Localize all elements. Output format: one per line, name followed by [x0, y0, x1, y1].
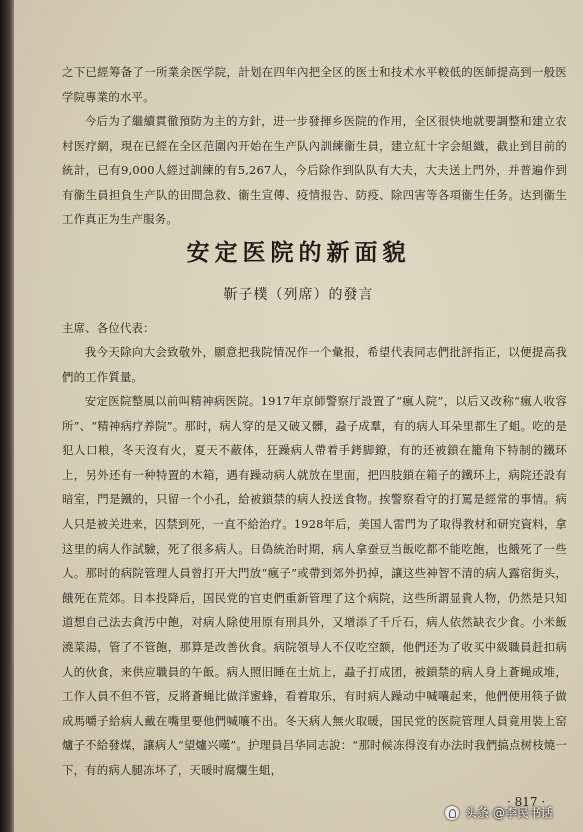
watermark-text: 头条 @李民书话	[465, 806, 553, 820]
paragraph-continuation: 之下已經筹备了一所業余医学院，計划在四年內把全区的医士和技术水平較低的医師提高到一般医学院專業的水平。	[62, 65, 567, 104]
watermark	[445, 804, 553, 821]
paragraph-health-plan: 今后为了繼續貫徹預防为主的方針，进一步發揮乡医院的作用，全区很快地就要調整和建立农村医疗網，現在已經在全区范圍內开始在生产队內訓練衞生員，建立紅十字会組織，截止到目前的統計，已有9,000人經过訓練的有5,267人，今后除作到队队有大夫，大夫送上門外，并普遍作到有衞生員担負生产队的田間急救、衞生宣傳、疫情报告、防疫、除四害等各項衞生任务。达到衞生工作真正为生产服务。	[62, 114, 567, 227]
page-number: · 817 ·	[507, 795, 546, 809]
book-spine-shadow	[0, 0, 14, 832]
article-title: 安定医院的新面貌	[186, 240, 411, 266]
article-subtitle: 靳子樸（列席）的發言	[223, 287, 374, 303]
paragraph-hospital-history: 安定医院整風以前叫精神病医院。1917年京師警察厅設置了“瘋人院”，以后又改称“瘋人收容所”、“精神病疗养院”。那时，病人穿的是又破又髒，蝨子成羣，有的病人耳朵里都生了蛆。吃的是犯人口粮，冬天沒有火，夏天不蔽体，狂躁病人帶着手銬脚鐐，有的还被鎖在籠角下特制的鐵环上，另外还有一种特置的木箱，遇有躁动病人就放在里面，把四肢鎖在箱子的鐵环上，病院还設有暗室，門是鐵的，只留一个小孔，給被鎖禁的病人投送食物。挨警察看守的打罵是經常的事情。病人只是被关进来，囚禁到死，一直不給治疗。1928年后，美国人雷門为了取得教材和研究資料，拿这里的病人作試驗，死了很多病人。日偽統治时期，病人拿蚕豆当飯吃都不能吃飽，也餓死了一些人。那时的病院管理人員曾打开大門放“瘋子”或帶到郊外扔掉，讓这些神智不清的病人露宿街头，餓死在荒郊。日本投降后，国民党的官吏們重新管理了这个病院，这些所謂显貴人物，仍然是只知道想自己法去貪汚中飽，对病人除使用原有刑具外，又增添了千斤石，病人依然缺衣少食。小米飯澆菜湯，管了不管飽，那算是改善伙食。病院領导人不仅吃空额，他們还为了收买中級職員赶扣病人的伙食，来供应職員的午飯。病人照旧睡在土炕上，蝨子打成团，被鎖禁的病人身上蒼蝇成堆，工作人員不但不管，反將蒼蝇比做洋蜜蜂，看着取乐，有时病人躁动中喊嚷起来，他們便用筷子做成馬嚼子給病人戴在嘴里要他們喊嚷不出。冬天病人無火取暖，国民党的医院管理人員竟用裝上窑爐子不給發煤，讓病人“望爐兴嘆”。护理員吕华同志說：“那时候冻得沒有办法时我們搞点树枝燒一下，有的病人腿冻坏了，天暖时腐爛生蛆，	[62, 394, 568, 777]
document-page	[14, 0, 583, 832]
paragraph-opening: 我今天除向大会致敬外，願意把我院情况作一个彙报，希望代表同志們批評指正，以便提高我們的工作質量。	[62, 345, 567, 384]
toutiao-avatar-icon	[445, 806, 459, 820]
salutation: 主席、各位代表：	[62, 321, 155, 335]
